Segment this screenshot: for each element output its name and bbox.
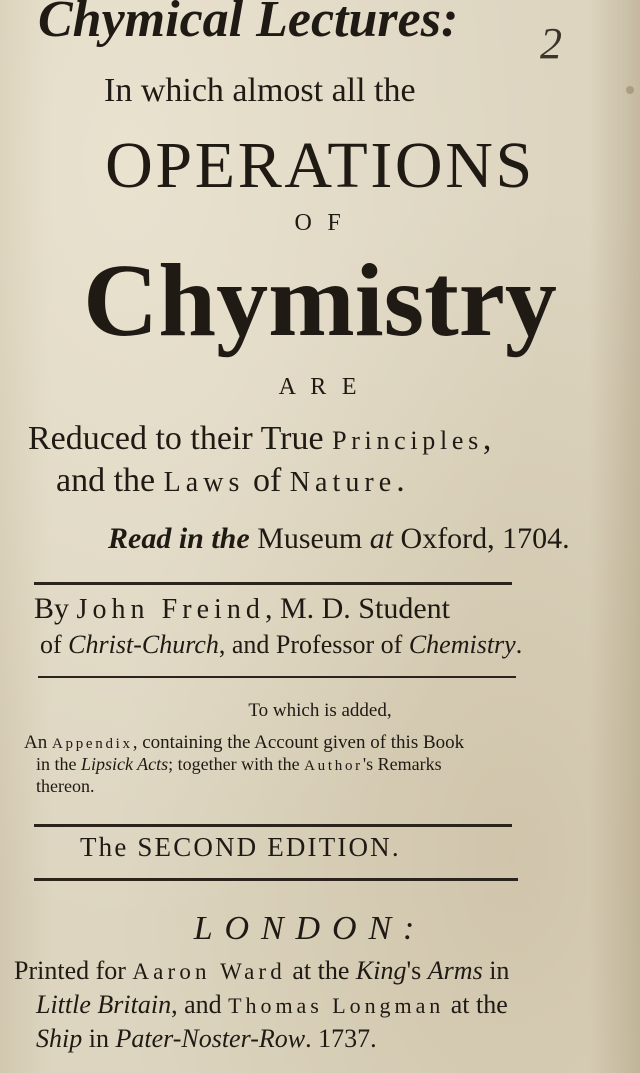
printed-and: , and xyxy=(171,990,229,1019)
line-appendix-1 xyxy=(24,732,464,754)
author-college: Christ-Church xyxy=(68,630,219,659)
heading-are: A R E xyxy=(278,374,362,400)
line-reduced xyxy=(28,420,491,458)
line-printed-2 xyxy=(36,990,508,1020)
author-degree: , M. D. Student xyxy=(264,592,450,625)
printed-arms: Arms xyxy=(427,956,483,985)
edition-line: The SECOND EDITION. xyxy=(80,832,401,862)
rule-3 xyxy=(34,824,512,827)
heading-of: O F xyxy=(294,210,346,236)
heading-chymistry: Chymistry xyxy=(83,243,557,358)
line-author-1 xyxy=(34,592,450,626)
laws-nature: Nature xyxy=(289,467,397,498)
printed-at-the-2: at the xyxy=(444,990,508,1019)
appendix-word: Appendix xyxy=(51,736,133,752)
imprint-city: LONDON: xyxy=(193,910,427,947)
author-name: John Freind xyxy=(76,594,265,625)
appendix-an: An xyxy=(24,732,52,753)
author-professor: , and Professor of xyxy=(218,630,409,659)
author-subject: Chemistry xyxy=(408,630,516,659)
read-at: at xyxy=(369,522,394,555)
read-museum: Museum xyxy=(249,522,370,555)
printed-little-britain: Little Britain xyxy=(36,990,172,1019)
appendix-acts: Lipsick Acts xyxy=(81,754,169,774)
line-read xyxy=(108,522,570,556)
author-of: of xyxy=(40,630,69,659)
printed-ship: Ship xyxy=(36,1024,83,1053)
read-in-the: Read in the xyxy=(108,522,250,555)
printed-publisher: Aaron Ward xyxy=(132,959,286,984)
rule-2 xyxy=(38,676,516,678)
printed-king: King xyxy=(355,956,407,985)
rule-4 xyxy=(34,878,518,881)
laws-word: Laws xyxy=(163,467,245,498)
printed-row: Pater-Noster-Row xyxy=(115,1024,306,1053)
author-by: By xyxy=(34,592,77,625)
line-appendix-2 xyxy=(36,754,442,775)
reduced-principles: Principles xyxy=(332,426,483,455)
appendix-in-the: in the xyxy=(36,754,81,774)
printed-for: Printed for xyxy=(14,956,133,985)
appendix-remarks: 's Remarks xyxy=(362,754,442,774)
reduced-comma: , xyxy=(482,420,492,457)
line-appendix-3: thereon. xyxy=(36,776,95,796)
read-oxford: Oxford, 1704. xyxy=(393,522,570,555)
printed-in-2: in xyxy=(82,1024,116,1053)
subtitle-line: In which almost all the xyxy=(104,72,416,109)
printed-in: in xyxy=(482,956,510,985)
line-printed-3 xyxy=(36,1024,377,1054)
page-folio-number: 2 xyxy=(540,19,562,68)
heading-operations: OPERATIONS xyxy=(105,129,535,202)
laws-text-a: and the xyxy=(56,462,164,499)
author-period: . xyxy=(515,630,523,659)
line-laws xyxy=(56,462,405,500)
line-added: To which is added, xyxy=(248,700,392,721)
printed-longman: Thomas Longman xyxy=(228,993,445,1018)
line-printed-1 xyxy=(14,956,509,986)
printed-year: . 1737. xyxy=(305,1024,377,1053)
printed-at-the: at the xyxy=(285,956,356,985)
ink-stain xyxy=(626,86,634,94)
reduced-text: Reduced to their True xyxy=(28,420,333,457)
laws-text-c: of xyxy=(244,462,290,499)
line-author-2 xyxy=(40,630,522,660)
appendix-text: , containing the Account given of this Book xyxy=(132,732,465,753)
laws-period: . xyxy=(396,462,405,499)
rule-1 xyxy=(34,582,512,585)
printed-apostrophe: 's xyxy=(406,956,428,985)
appendix-author: Author xyxy=(304,758,363,774)
appendix-together: ; together with the xyxy=(168,754,305,774)
book-title: Chymical Lectures: xyxy=(38,0,459,48)
